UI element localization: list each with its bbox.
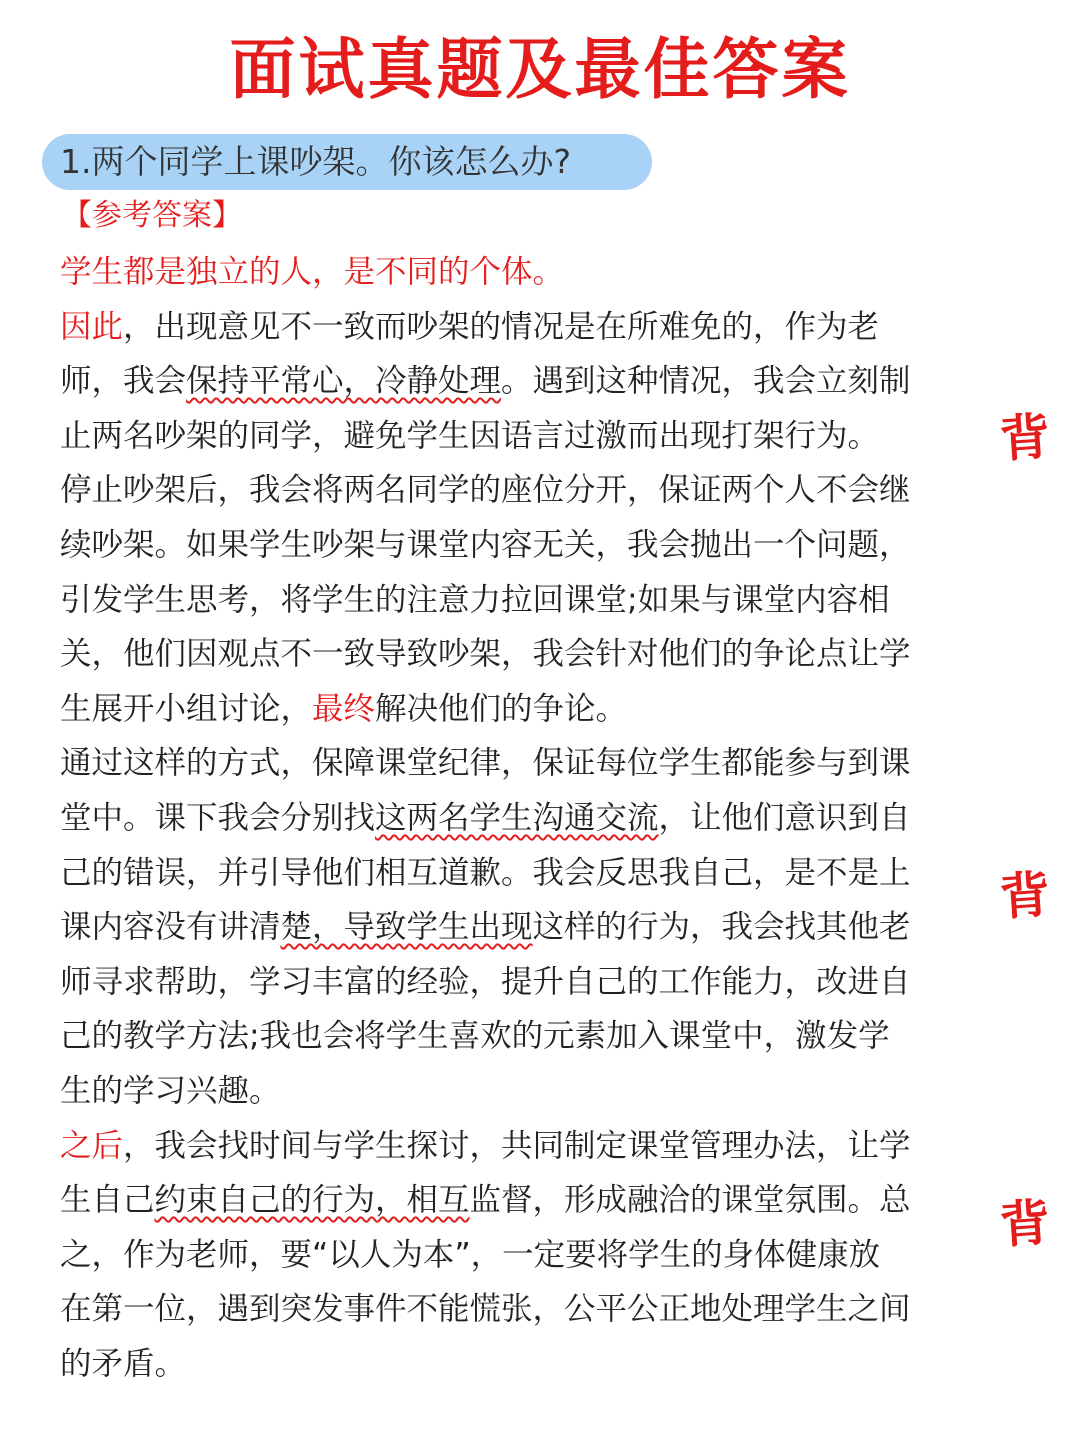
highlight-text: 因此 [60, 308, 124, 345]
answer-text: 生展开小组讨论， [60, 690, 313, 727]
answer-text: 这样的行为，我会找其他老 [532, 909, 911, 946]
answer-text: 己的错误，并引导他们相互道歉。我会反思我自己，是不是上 [60, 854, 911, 891]
answer-text: ，我会找时间与学生探讨，共同制定课堂管理办法，让学 [123, 1127, 911, 1164]
answer-text: 生自己 [60, 1182, 155, 1219]
page-title: 面试真题及最佳答案 [229, 31, 851, 108]
answer-text: 停止吵架后，我会将两名同学的座位分开，保证两个人不会继 [60, 472, 911, 509]
answer-text: 生的学习兴趣。 [60, 1072, 281, 1109]
answer-line [60, 627, 1005, 682]
answer-text: 监督，形成融洽的课堂氛围。总 [469, 1182, 911, 1219]
answer-text: 师寻求帮助，学习丰富的经验，提升自己的工作能力，改进自 [60, 963, 911, 1000]
answer-line [60, 1228, 1005, 1283]
question-banner: 1.两个同学上课吵架。你该怎么办? [42, 134, 652, 190]
highlight-text: 最终 [312, 690, 376, 727]
answer-line [60, 955, 1005, 1010]
memorize-mark: 背 [997, 1192, 1052, 1255]
highlight-text: 之后 [60, 1127, 124, 1164]
answer-text: 续吵架。如果学生吵架与课堂内容无关，我会抛出一个问题， [60, 526, 911, 563]
answer-line [60, 300, 1005, 355]
answer-text: 。遇到这种情况，我会立刻制 [501, 363, 911, 400]
answer-line [60, 846, 1005, 901]
answer-text: 学生都是独立的人，是不同的个体。 [60, 254, 565, 290]
answer-text: 己的教学方法;我也会将学生喜欢的元素加入课堂中，激发学 [60, 1018, 890, 1055]
answer-text: ，让他们意识到自 [658, 799, 911, 836]
answer-line [60, 463, 1005, 518]
answer-line [60, 1282, 1005, 1337]
answer-text: 的矛盾。 [60, 1345, 187, 1382]
answer-line [60, 900, 1005, 955]
underlined-text: 约束自己的行为，相互 [154, 1182, 470, 1219]
answer-line [60, 1064, 1005, 1119]
answer-label: 【参考答案】 [62, 198, 242, 233]
answer-line [60, 354, 1005, 409]
answer-text: 堂中。课下我会分别找 [60, 799, 376, 836]
answer-line [60, 518, 1005, 573]
answer-line [60, 1009, 1005, 1064]
answer-line [60, 573, 1005, 628]
answer-line [60, 1119, 1005, 1174]
answer-text: 在第一位，遇到突发事件不能慌张，公平公正地处理学生之间 [60, 1291, 911, 1328]
answer-text: 课内容没有讲清 [60, 909, 281, 946]
answer-text: 关，他们因观点不一致导致吵架，我会针对他们的争论点让学 [60, 636, 911, 673]
answer-text: ，出现意见不一致而吵架的情况是在所难免的，作为老 [123, 308, 880, 345]
answer-text: 引发学生思考，将学生的注意力拉回课堂;如果与课堂内容相 [60, 581, 890, 618]
answer-line [60, 682, 1005, 737]
answer-body [60, 245, 1005, 1391]
answer-line [60, 245, 1005, 300]
memorize-mark: 背 [997, 864, 1052, 927]
answer-line [60, 409, 1005, 464]
answer-line [60, 1337, 1005, 1392]
answer-text: 师，我会 [60, 363, 187, 400]
underlined-text: 保持平常心，冷静处理 [186, 363, 502, 400]
answer-text: 止两名吵架的同学，避免学生因语言过激而出现打架行为。 [60, 417, 880, 454]
answer-text: 解决他们的争论。 [375, 690, 628, 727]
answer-line [60, 736, 1005, 791]
answer-line [60, 791, 1005, 846]
underlined-text: 这两名学生沟通交流 [375, 799, 659, 836]
underlined-text: 楚，导致学生出现 [280, 909, 533, 946]
answer-text: 之，作为老师，要“以人为本”，一定要将学生的身体健康放 [60, 1236, 881, 1273]
answer-line [60, 1173, 1005, 1228]
answer-text: 通过这样的方式，保障课堂纪律，保证每位学生都能参与到课 [60, 745, 911, 782]
memorize-mark: 背 [997, 406, 1052, 469]
